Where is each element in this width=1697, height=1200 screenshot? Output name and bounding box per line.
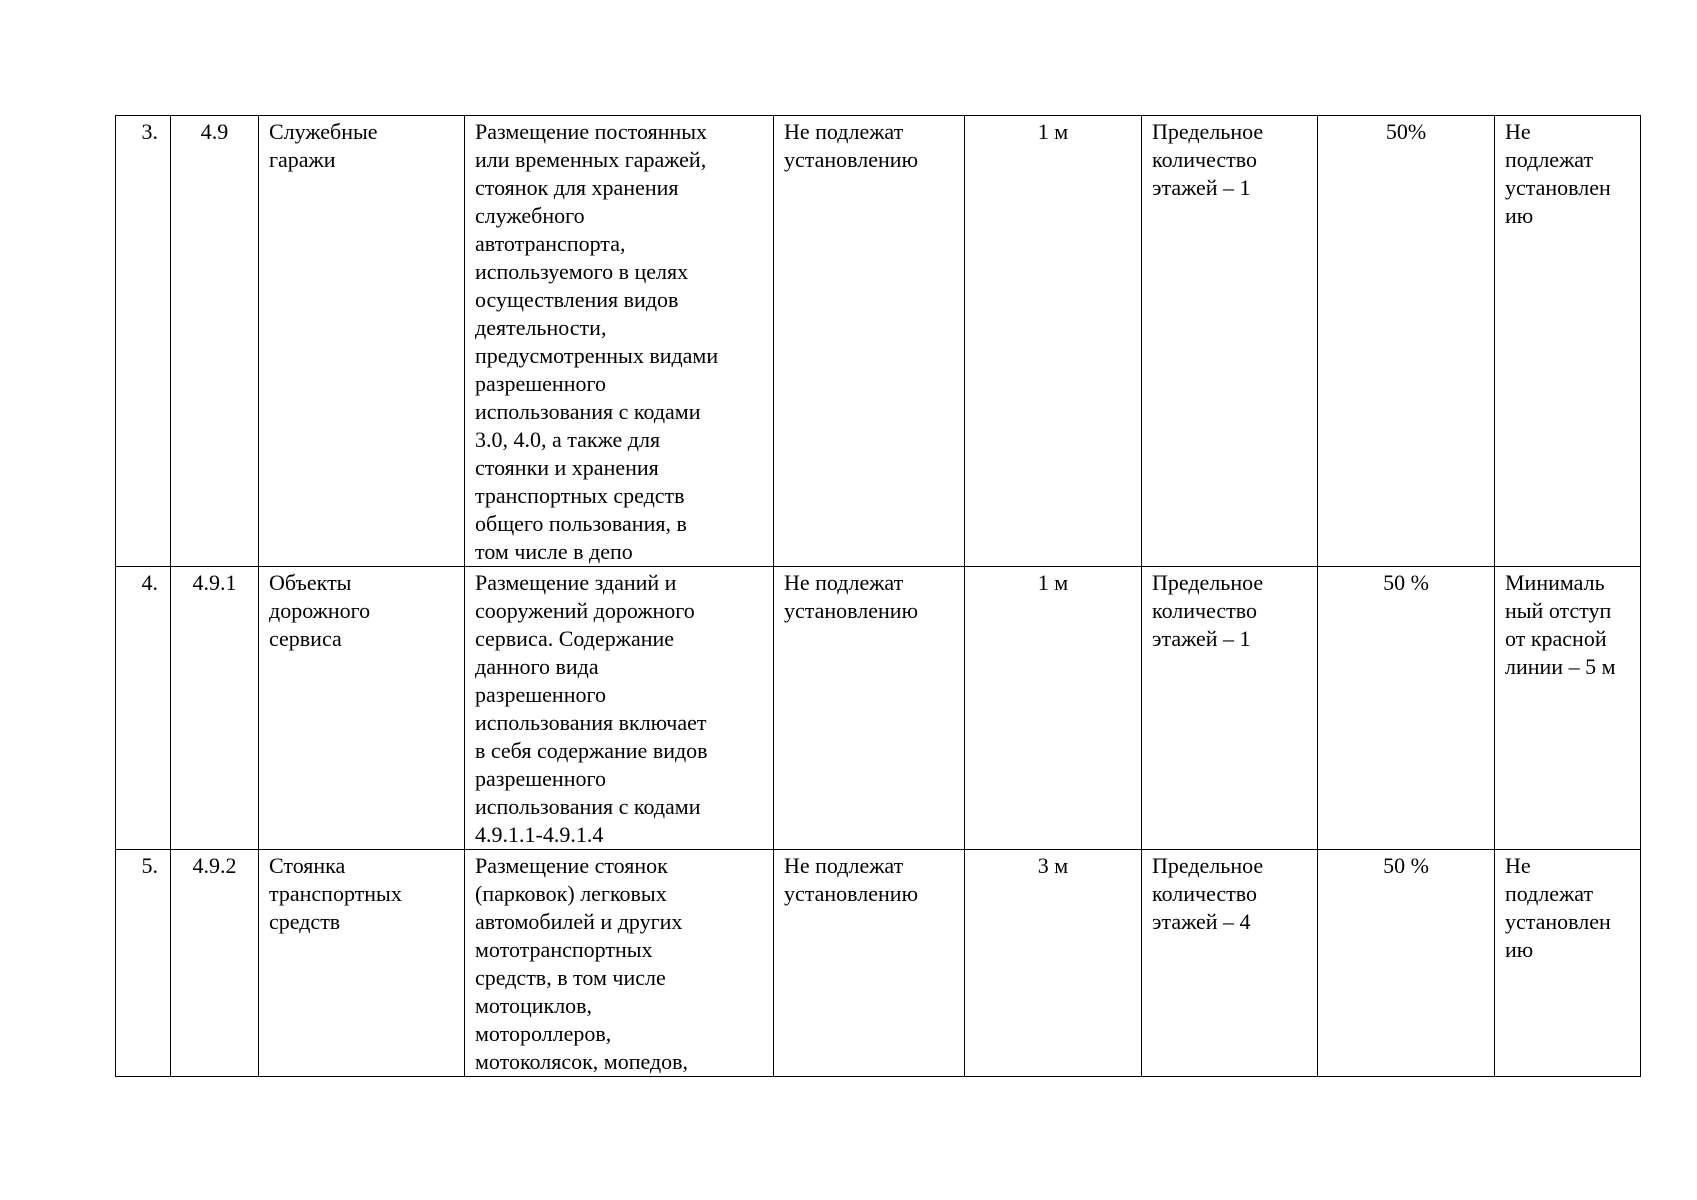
- plot-size: Не подлежат установлению: [774, 116, 965, 567]
- max-coverage: 50 %: [1318, 850, 1495, 1077]
- max-coverage: 50 %: [1318, 567, 1495, 850]
- table-row: [116, 850, 1641, 1077]
- other-parameters: Минималь ный отступ от красной линии – 5 м: [1495, 567, 1641, 850]
- table-row: [116, 116, 1641, 567]
- row-number: 3.: [116, 116, 171, 567]
- max-floors: Предельное количество этажей – 1: [1142, 567, 1318, 850]
- table-row: [116, 567, 1641, 850]
- other-parameters: Не подлежат установлен ию: [1495, 116, 1641, 567]
- min-setback: 1 м: [965, 116, 1142, 567]
- max-floors: Предельное количество этажей – 4: [1142, 850, 1318, 1077]
- row-number: 5.: [116, 850, 171, 1077]
- max-floors: Предельное количество этажей – 1: [1142, 116, 1318, 567]
- max-coverage: 50%: [1318, 116, 1495, 567]
- plot-size: Не подлежат установлению: [774, 850, 965, 1077]
- use-code: 4.9: [171, 116, 259, 567]
- min-setback: 1 м: [965, 567, 1142, 850]
- use-description: Размещение стоянок (парковок) легковых автомобилей и других мототранспортных средств, в том числе мотоциклов, мотороллеров, мотоколясок, мопедов,: [465, 850, 774, 1077]
- use-description: Размещение постоянных или временных гаражей, стоянок для хранения служебного автотранспорта, используемого в целях осуществления видов деятельности, предусмотренных видами разрешенного использования с кодами 3.0, 4.0, а также для стоянки и хранения транспортных средств общего пользования, в том числе в депо: [465, 116, 774, 567]
- use-name: Служебные гаражи: [259, 116, 465, 567]
- use-description: Размещение зданий и сооружений дорожного сервиса. Содержание данного вида разрешенного использования включает в себя содержание видов разрешенного использования с кодами 4.9.1.1-4.9.1.4: [465, 567, 774, 850]
- use-code: 4.9.2: [171, 850, 259, 1077]
- regulations-table: [115, 115, 1641, 1077]
- min-setback: 3 м: [965, 850, 1142, 1077]
- use-name: Стоянка транспортных средств: [259, 850, 465, 1077]
- other-parameters: Не подлежат установлен ию: [1495, 850, 1641, 1077]
- plot-size: Не подлежат установлению: [774, 567, 965, 850]
- use-code: 4.9.1: [171, 567, 259, 850]
- row-number: 4.: [116, 567, 171, 850]
- use-name: Объекты дорожного сервиса: [259, 567, 465, 850]
